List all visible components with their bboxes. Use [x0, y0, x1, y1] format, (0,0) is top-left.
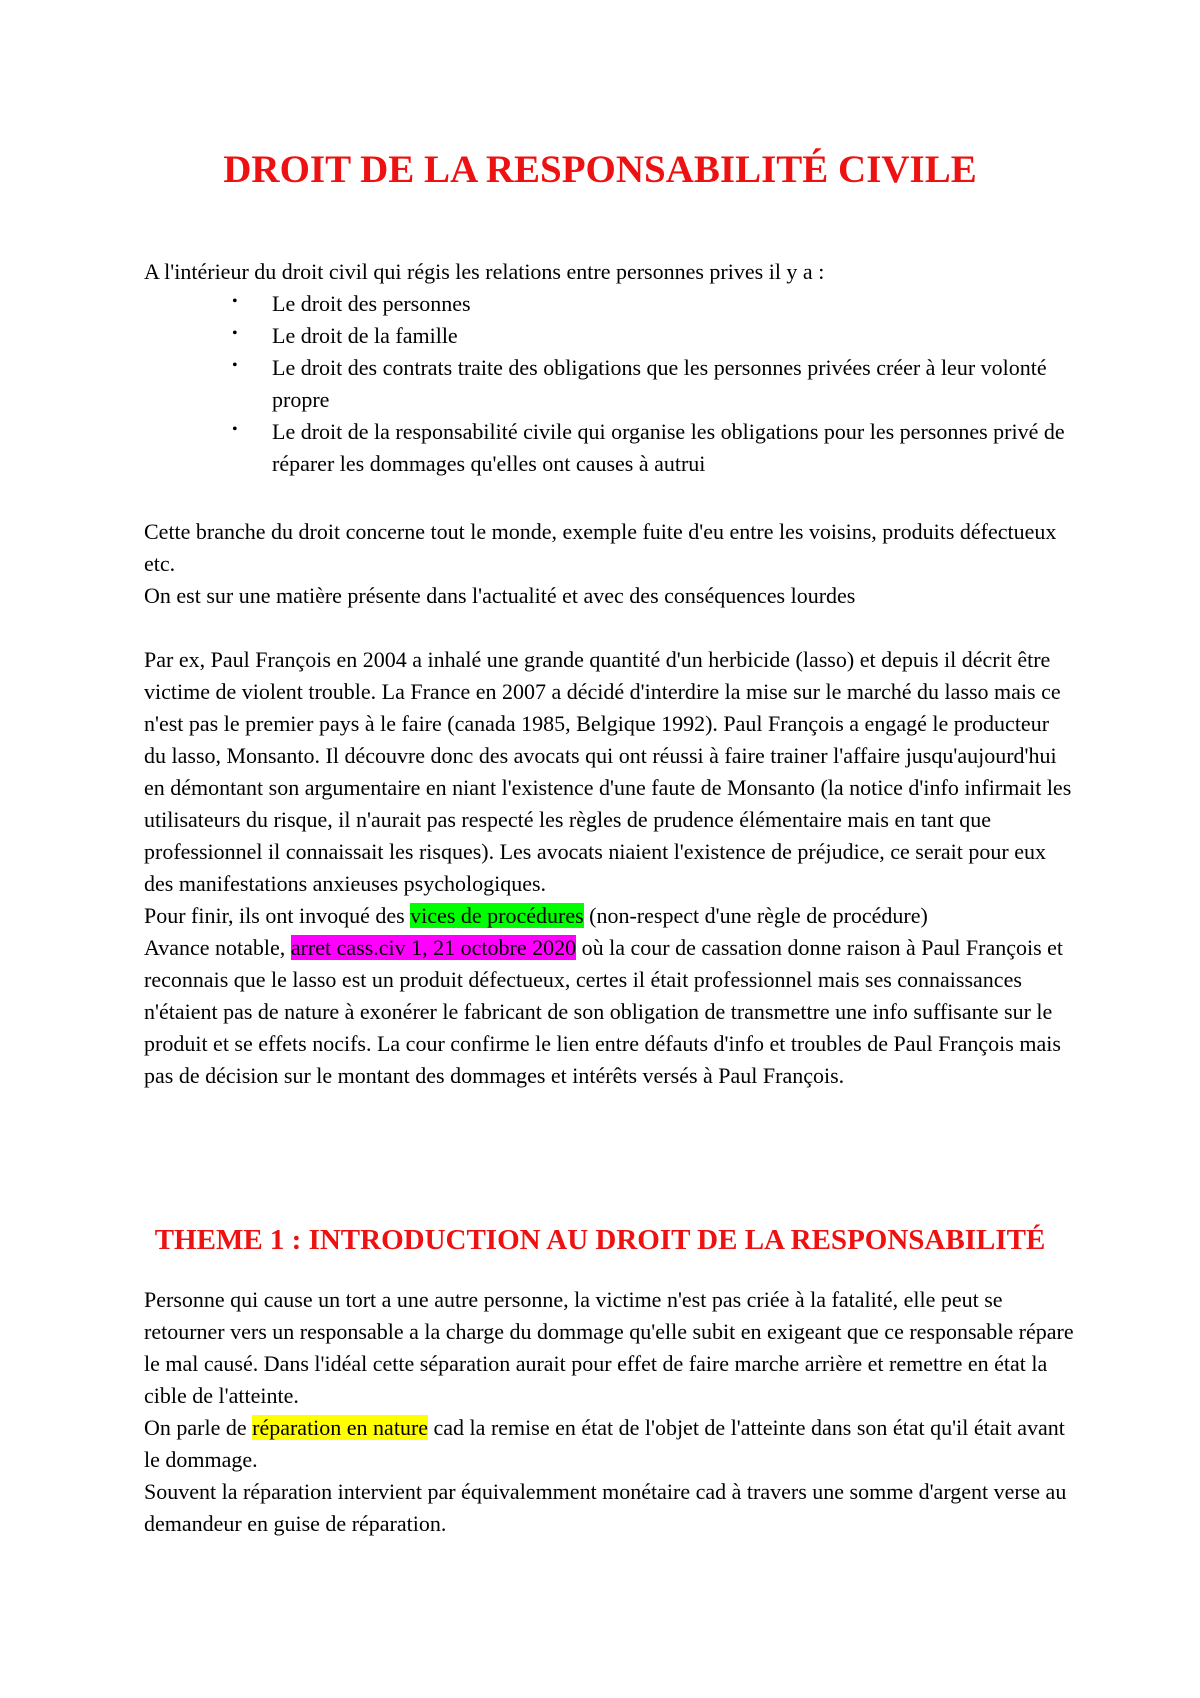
reparation-text: On parle de: [144, 1415, 253, 1440]
bullet-icon: •: [232, 325, 238, 342]
bullet-icon: •: [232, 357, 238, 374]
list-item-text: Le droit de la responsabilité civile qui organise les obligations pour les personnes privé de réparer les dommages qu'elles ont causes à autrui: [272, 419, 1065, 476]
highlighted-arret-reference: arret cass.civ 1, 21 octobre 2020: [290, 935, 577, 960]
list-item-text: Le droit de la famille: [272, 323, 458, 348]
actualite-paragraph: On est sur une matière présente dans l'actualité et avec des conséquences lourdes: [144, 583, 856, 608]
souvent-paragraph: Souvent la réparation intervient par équivalemment monétaire cad à travers une somme d'argent verse au demandeur en guise de réparation.: [144, 1479, 1067, 1536]
list-item: [144, 320, 1074, 352]
list-item: [144, 416, 1074, 480]
highlighted-vices-procedures: vices de procédures: [410, 903, 584, 928]
document-title: DROIT DE LA RESPONSABILITÉ CIVILE: [223, 148, 977, 191]
bullet-icon: •: [232, 421, 238, 438]
highlighted-reparation-nature: réparation en nature: [252, 1415, 429, 1440]
pour-finir-text: Pour finir, ils ont invoqué des: [144, 903, 411, 928]
list-item-text: Le droit des contrats traite des obligations que les personnes privées créer à leur volonté propre: [272, 355, 1047, 412]
pour-finir-text-end: (non-respect d'une règle de procédure): [583, 903, 928, 928]
avance-text: Avance notable,: [144, 935, 291, 960]
droit-civil-list: [144, 288, 1074, 480]
bullet-icon: •: [232, 293, 238, 310]
list-item: [144, 352, 1074, 416]
list-item: [144, 288, 1074, 320]
exemple-section: [144, 644, 1074, 1092]
avance-paragraph: [144, 932, 1074, 1092]
exemple-paragraph: Par ex, Paul François en 2004 a inhalé une grande quantité d'un herbicide (lasso) et depuis il décrit être victime de violent trouble. La France en 2007 a décidé d'interdire la mise sur le marché du lasso mais ce n'est pas le premier pays à le faire (canada 1985, Belgique 1992). Paul François a engagé le producteur du lasso, Monsanto. Il découvre donc des avocats qui ont réussi à faire trainer l'affaire jusqu'aujourd'hui en démontant son argumentaire en niant l'existence d'une faute de Monsanto (la notice d'info infirmait les utilisateurs du risque, il n'aurait pas respecté les règles de prudence élémentaire mais en tant que professionnel il connaissait les risques). Les avocats niaient l'existence de préjudice, ce serait pour eux des manifestations anxieuses psychologiques.: [144, 647, 1072, 896]
reparation-paragraph: [144, 1412, 1074, 1476]
list-item-text: Le droit des personnes: [272, 291, 471, 316]
theme-paragraph: Personne qui cause un tort a une autre personne, la victime n'est pas criée à la fatalité, elle peut se retourner vers un responsable a la charge du dommage qu'elle subit en exigeant que ce responsable répare le mal causé. Dans l'idéal cette séparation aurait pour effet de faire marche arrière et remettre en état la cible de l'atteinte.: [144, 1287, 1074, 1408]
branche-paragraph: Cette branche du droit concerne tout le monde, exemple fuite d'eu entre les voisins, produits défectueux etc.: [144, 519, 1057, 576]
pour-finir-paragraph: [144, 900, 1074, 932]
theme-section: [144, 1284, 1074, 1540]
theme-heading: THEME 1 : INTRODUCTION AU DROIT DE LA RESPONSABILITÉ: [154, 1224, 1046, 1256]
intro-section: [144, 256, 1074, 480]
avance-text-end: où la cour de cassation donne raison à Paul François et reconnais que le lasso est un produit défectueux, certes il était professionnel mais ses connaissances n'étaient pas de nature à exonérer le fabricant de son obligation de transmettre une info suffisante sur le produit et se effets nocifs. La cour confirme le lien entre défauts d'info et troubles de Paul François mais pas de décision sur le montant des dommages et intérêts versés à Paul François.: [144, 935, 1064, 1088]
intro-paragraph: A l'intérieur du droit civil qui régis les relations entre personnes prives il y a :: [144, 259, 825, 284]
branche-section: [144, 516, 1074, 612]
reparation-text-end: cad la remise en état de l'objet de l'atteinte dans son état qu'il était avant le dommage.: [144, 1415, 1065, 1472]
